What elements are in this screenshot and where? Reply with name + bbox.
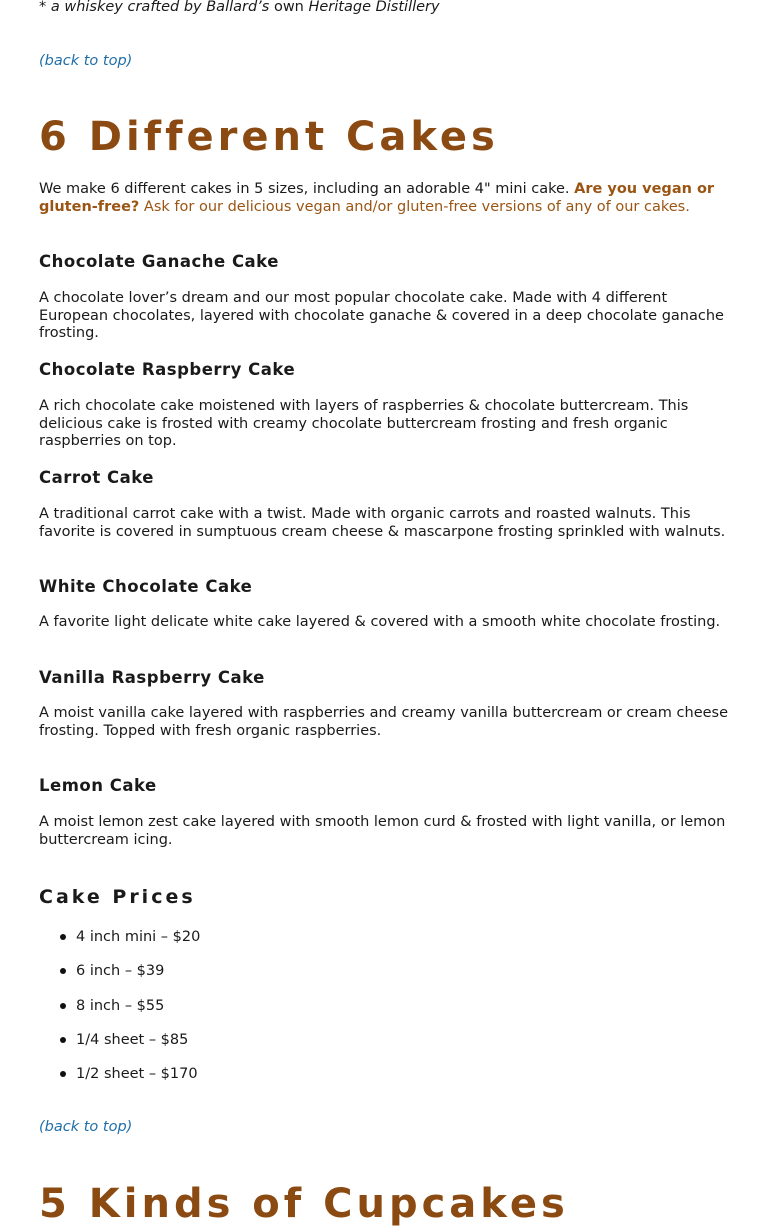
cake-name: White Chocolate Cake <box>39 577 253 596</box>
cake-name: Chocolate Ganache Cake <box>39 252 279 271</box>
price-item: 1/2 sheet – $170 <box>76 1065 200 1099</box>
cake-description: A traditional carrot cake with a twist. Made with organic carrots and roasted walnuts. This favorite is covered in sumptuous cream cheese & mascarpone frosting sprinkled with walnuts. <box>39 506 726 540</box>
cake-description: A chocolate lover’s dream and our most popular chocolate cake. Made with 4 different European chocolates, layered with chocolate ganache & covered in a deep chocolate ganache frosting. <box>39 290 724 341</box>
cakes-section-title: 6 Different Cakes <box>39 114 499 160</box>
cake-prices-list <box>76 928 200 1099</box>
cake-name: Carrot Cake <box>39 468 154 487</box>
cake-description: A moist vanilla cake layered with raspberries and creamy vanilla buttercream or cream cheese frosting. Topped with fresh organic raspberries. <box>39 705 729 739</box>
cake-name: Chocolate Raspberry Cake <box>39 360 296 379</box>
footnote-prefix: * a whiskey crafted by Ballard’s <box>39 0 274 15</box>
footnote-own: own <box>273 0 304 15</box>
price-item: 1/4 sheet – $85 <box>76 1031 200 1065</box>
whiskey-footnote <box>39 0 440 15</box>
price-item: 6 inch – $39 <box>76 962 200 996</box>
cupcakes-section-title: 5 Kinds of Cupcakes <box>39 1181 569 1227</box>
cakes-intro <box>39 181 739 216</box>
cake-description: A rich chocolate cake moistened with layers of raspberries & chocolate buttercream. This delicious cake is frosted with creamy chocolate buttercream frosting and fresh organic raspberries on top. <box>39 398 689 449</box>
price-item: 4 inch mini – $20 <box>76 928 200 962</box>
vegan-gluten-free-note: Ask for our delicious vegan and/or gluten-free versions of any of our cakes. <box>139 198 690 215</box>
footnote-suffix: Heritage Distillery <box>303 0 440 15</box>
back-to-top-link[interactable]: (back to top) <box>39 53 133 69</box>
cake-name: Vanilla Raspberry Cake <box>39 668 265 687</box>
cake-description: A favorite light delicate white cake layered & covered with a smooth white chocolate frosting. <box>39 614 721 630</box>
vegan-gluten-free-highlight: Are you vegan or gluten-free? <box>39 181 715 215</box>
cake-description: A moist lemon zest cake layered with smooth lemon curd & frosted with light vanilla, or lemon buttercream icing. <box>39 814 726 848</box>
cakes-intro-text: We make 6 different cakes in 5 sizes, including an adorable 4" mini cake. <box>39 181 575 197</box>
cake-prices-title: Cake Prices <box>39 886 196 908</box>
price-item: 8 inch – $55 <box>76 997 200 1031</box>
cake-name: Lemon Cake <box>39 776 157 795</box>
back-to-top-link[interactable]: (back to top) <box>39 1119 133 1135</box>
